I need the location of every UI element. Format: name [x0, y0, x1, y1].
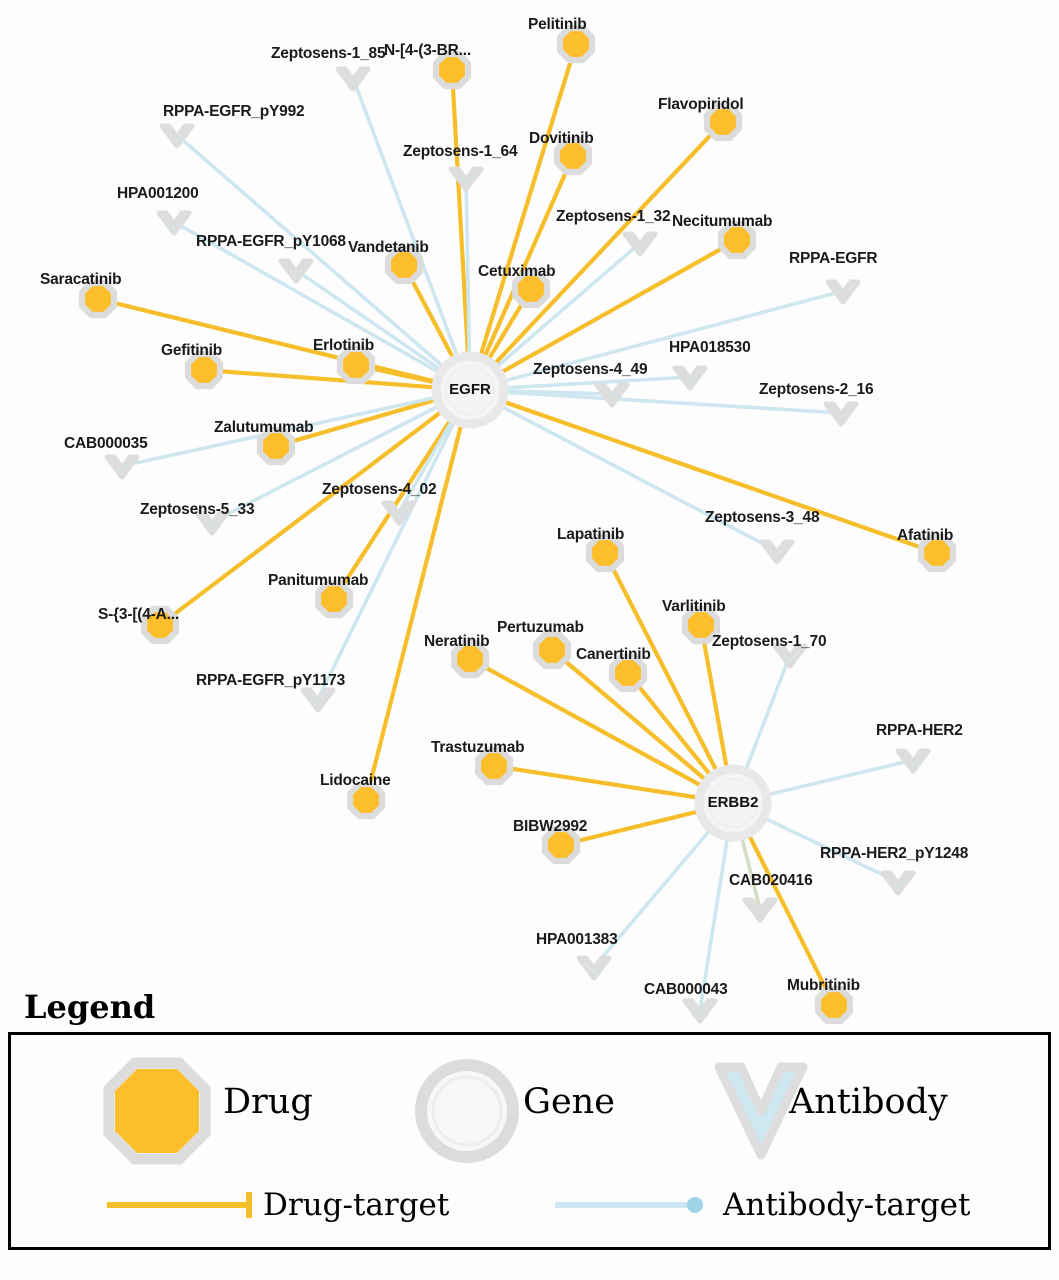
- antibody-label: Zeptosens-1_85: [271, 45, 386, 62]
- drug-label: S-{3-[(4-A...: [98, 606, 179, 623]
- drug-label: Panitumumab: [268, 572, 369, 589]
- antibody-label: Zeptosens-2_16: [759, 381, 874, 398]
- drug-label: Saracatinib: [40, 271, 122, 288]
- antibody-node[interactable]: [451, 169, 481, 189]
- drug-label: BIBW2992: [513, 818, 588, 835]
- antibody-label: Zeptosens-4_02: [322, 481, 437, 498]
- antibody-label: Zeptosens-1_32: [556, 208, 671, 225]
- legend-drug-label: Drug: [223, 1082, 313, 1122]
- drug-label: Varlitinib: [662, 598, 726, 615]
- legend-gene-label: Gene: [523, 1082, 615, 1122]
- antibody-node[interactable]: [826, 404, 856, 424]
- antibody-node[interactable]: [762, 542, 792, 562]
- legend-box: [8, 1032, 1051, 1250]
- antibody-node[interactable]: [828, 282, 858, 302]
- drug-label: Lapatinib: [557, 526, 625, 543]
- legend-antibody-target-edge-icon: [551, 1185, 711, 1225]
- drug-label: Cetuximab: [478, 263, 556, 280]
- antibody-label: RPPA-EGFR_pY1173: [196, 672, 345, 689]
- drug-label: Mubritinib: [787, 977, 860, 994]
- drug-label: Necitumumab: [672, 213, 773, 230]
- drug-label: Dovitinib: [529, 130, 594, 147]
- legend: [8, 988, 1051, 1250]
- antibody-node[interactable]: [883, 873, 913, 893]
- antibody-label: RPPA-HER2_pY1248: [820, 845, 969, 862]
- antibody-label: RPPA-HER2: [876, 722, 963, 739]
- antibody-target-edge: [318, 390, 470, 699]
- antibody-node[interactable]: [338, 69, 368, 89]
- antibody-label: RPPA-EGFR: [789, 250, 878, 267]
- legend-drug-target-edge-icon: [103, 1185, 263, 1225]
- antibody-label: CAB020416: [729, 872, 813, 889]
- nodes-layer: [80, 26, 954, 1022]
- drug-label: N-[4-(3-BR...: [384, 42, 471, 59]
- drug-label: Erlotinib: [313, 337, 375, 354]
- drug-label: Trastuzumab: [431, 739, 525, 756]
- antibody-label: CAB000043: [644, 981, 728, 998]
- drug-label: Zalutumumab: [214, 419, 314, 436]
- antibody-label: Zeptosens-1_70: [712, 633, 827, 650]
- antibody-node[interactable]: [384, 503, 414, 523]
- antibody-label: Zeptosens-1_64: [403, 143, 518, 160]
- drug-label: Pelitinib: [528, 16, 587, 33]
- antibody-label: HPA001383: [536, 931, 618, 948]
- antibody-node[interactable]: [107, 457, 137, 477]
- antibody-node[interactable]: [597, 385, 627, 405]
- drug-label: Vandetanib: [348, 239, 429, 256]
- legend-title: Legend: [24, 988, 156, 1026]
- antibody-node[interactable]: [303, 690, 333, 710]
- drug-label: Pertuzumab: [497, 619, 584, 636]
- legend-gene-icon: [413, 1057, 521, 1165]
- legend-antibody-target-label: Antibody-target: [723, 1187, 971, 1223]
- antibody-label: RPPA-EGFR_pY1068: [196, 233, 346, 250]
- drug-label: Lidocaine: [320, 772, 391, 789]
- antibody-label: HPA018530: [669, 339, 751, 356]
- antibody-node[interactable]: [898, 751, 928, 771]
- antibody-node[interactable]: [675, 368, 705, 388]
- antibody-label: Zeptosens-4_49: [533, 361, 648, 378]
- legend-antibody-label: Antibody: [789, 1082, 948, 1122]
- gene-label: ERBB2: [707, 794, 759, 811]
- antibody-label: HPA001200: [117, 185, 199, 202]
- drug-label: Flavopiridol: [658, 96, 744, 113]
- antibody-label: Zeptosens-3_48: [705, 509, 820, 526]
- antibody-label: Zeptosens-5_33: [140, 501, 255, 518]
- legend-drug-icon: [103, 1057, 211, 1165]
- antibody-node[interactable]: [579, 958, 609, 978]
- antibody-label: CAB000035: [64, 435, 148, 452]
- antibody-label: RPPA-EGFR_pY992: [163, 103, 305, 120]
- drug-node[interactable]: [534, 632, 569, 667]
- drug-label: Gefitinib: [161, 342, 223, 359]
- drug-label: Neratinib: [424, 633, 490, 650]
- drug-target-edge: [470, 390, 937, 553]
- gene-label: EGFR: [449, 381, 491, 398]
- drug-label: Afatinib: [897, 527, 954, 544]
- edges-layer: [98, 44, 937, 1010]
- legend-drug-target-label: Drug-target: [263, 1187, 450, 1223]
- drug-label: Canertinib: [576, 646, 651, 663]
